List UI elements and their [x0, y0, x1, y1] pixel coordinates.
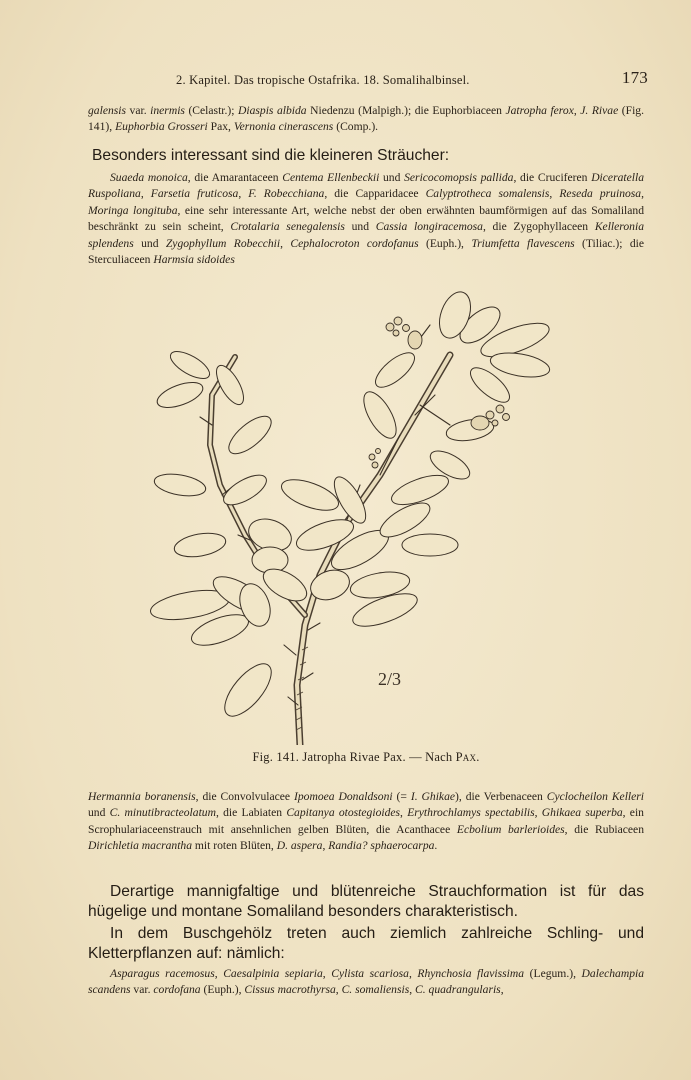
body-text: , die Cruciferen [513, 171, 592, 184]
species-name: Ipomoea Donaldsoni [294, 790, 393, 803]
paragraph-strauchformation: Derartige mannigfaltige und blütenreiche Strauchformation ist für das hügelige und montane Somaliland besonders charakteristisch. [88, 883, 644, 920]
species-name: Capitanya otostegioides [286, 806, 401, 820]
body-text: Pax, [207, 120, 234, 134]
caption-text: Fig. 141. Jatropha Rivae Pax. — Nach [252, 750, 456, 764]
body-text: , [335, 983, 342, 997]
running-title: 2. Kapitel. Das tropische Ostafrika. 18. Somalihalbinsel. [176, 73, 470, 87]
body-text: (Euph.), [200, 983, 245, 997]
species-name: Cylista scariosa [331, 967, 409, 980]
species-name: galensis [88, 104, 127, 117]
body-text: , [140, 187, 151, 201]
body-text: , die Rubiaceen [564, 822, 644, 836]
species-name: Dirichletia macrantha [88, 839, 193, 853]
species-name: Diaspis albida [238, 104, 307, 117]
species-name: Caesalpinia sepiaria [223, 967, 323, 980]
body-text: (= [392, 790, 411, 803]
species-name: Dalechampia scandens [88, 967, 645, 997]
body-text: , [549, 187, 560, 201]
paragraph-shrubs [88, 170, 644, 268]
species-name: Suaeda monoica [110, 171, 188, 184]
species-name: F. Robecchiana [248, 187, 325, 201]
body-text: , [238, 187, 249, 201]
body-text: (Tiliac.); die Sterculiaceen [88, 236, 645, 267]
species-name: C. minutibracteolatum [109, 806, 216, 820]
body-text: mit roten Blüten, [192, 839, 277, 853]
body-text: , die Capparidacee [324, 187, 426, 201]
body-text: (Legum.), [524, 967, 582, 980]
species-name: Crotalaria senegalensis [230, 220, 345, 234]
body-text: , [500, 983, 504, 997]
species-name: I. Ghikae [410, 790, 456, 803]
species-name: Triumfetta flavescens [471, 236, 575, 250]
species-name: Farsetia fruticosa [150, 187, 239, 201]
species-name: cordofana [153, 983, 201, 997]
body-text: und [133, 236, 166, 250]
species-name: Moringa longituba [88, 203, 178, 217]
body-text: , [322, 839, 329, 853]
figure-jatropha-rivae [150, 285, 570, 745]
species-name: Harmsia sidoides [153, 253, 235, 267]
plant-illustration [150, 285, 570, 745]
scale-label: 2/3 [378, 669, 402, 689]
body-text: . [434, 839, 438, 853]
species-name: inermis [150, 104, 185, 117]
body-text: (Euph.), [418, 236, 472, 250]
body-text: , [641, 187, 644, 201]
body-text: , [280, 236, 291, 250]
species-name: C. quadrangularis [415, 983, 501, 997]
body-text: , [573, 104, 581, 117]
species-name: Cassia longiracemosa [375, 220, 483, 234]
body-text: , die Convolvulacee [195, 790, 294, 803]
species-name: D. aspera [276, 839, 323, 853]
running-header [88, 70, 648, 90]
species-name: Ecbolium barlerioides [456, 822, 565, 836]
species-name: Euphorbia Grosseri [115, 120, 208, 134]
paragraph-buschgehoelz: In dem Buschgehölz treten auch ziemlich zahlreiche Schling- und Kletterpflanzen auf: nämlich: [88, 925, 644, 962]
species-name: Cephalocroton cordofanus [290, 236, 419, 250]
species-name: Rhynchosia flavissima [417, 967, 525, 980]
body-text: var. [130, 983, 154, 997]
species-name: Ghikaea superba [541, 806, 623, 820]
species-name: Reseda pruinosa [559, 187, 642, 201]
species-name: Cissus macrothyrsa [244, 983, 336, 997]
body-text: , [408, 967, 418, 980]
body-text: , [534, 806, 542, 820]
body-text: und [344, 220, 376, 234]
species-name: Calyptrotheca somalensis [425, 187, 550, 201]
body-text: var. [126, 104, 151, 117]
species-name: Jatropha ferox [505, 104, 574, 117]
heading-shrubs: Besonders interessant sind die kleineren Sträucher: [92, 147, 450, 164]
caption-author: Pax. [455, 750, 480, 764]
species-name: Randia? sphaerocarpa [328, 839, 435, 853]
species-name: Asparagus racemosus [110, 967, 215, 980]
species-name: Centema Ellenbeckii [282, 171, 380, 184]
species-name: Hermannia boranensis [88, 790, 196, 803]
species-name: Zygophyllum Robecchii [165, 236, 281, 250]
body-text: (Fig. 141), [88, 104, 645, 134]
body-text: , ein Scrophulariaceenstrauch mit ansehnlichen gelben Blüten, die Acanthacee [88, 806, 644, 836]
body-text: und [88, 806, 110, 820]
page-number: 173 [621, 68, 648, 87]
body-text: , die Zygophyllaceen [482, 220, 595, 234]
intro-paragraph [88, 103, 644, 136]
body-text: , die Labiaten [215, 806, 287, 820]
species-name: Cyclocheilon Kelleri [546, 790, 645, 803]
body-text: , [409, 983, 416, 997]
body-text: , [214, 967, 224, 980]
species-name: C. somaliensis [341, 983, 410, 997]
body-text: , die Amarantaceen [187, 171, 283, 184]
species-name: J. Rivae [580, 104, 619, 117]
figure-caption [88, 750, 644, 765]
species-name: Sericocomopsis pallida [404, 171, 514, 184]
body-text: , [322, 967, 332, 980]
paragraph-climbers [88, 966, 644, 999]
body-text: (Comp.). [333, 120, 379, 134]
species-name: Vernonia cinerascens [233, 120, 334, 134]
body-text: Niedenzu (Malpigh.); die Euphorbiaceen [306, 104, 506, 117]
body-text: (Celastr.); [184, 104, 239, 117]
body-text: ), die Verbenaceen [455, 790, 547, 803]
species-name: Kelleronia splendens [88, 220, 644, 250]
species-name: Diceratella Ruspoliana [88, 171, 644, 201]
body-text: und [379, 171, 405, 184]
paragraph-hermannia [88, 789, 644, 855]
body-text: , eine sehr interessante Art, welche nebst der oben erwähnten baumförmigen auf das Somaliland beschränkt zu sein scheint, [88, 203, 645, 234]
body-text: , [400, 806, 408, 820]
species-name: Erythrochlamys spectabilis [407, 806, 535, 820]
